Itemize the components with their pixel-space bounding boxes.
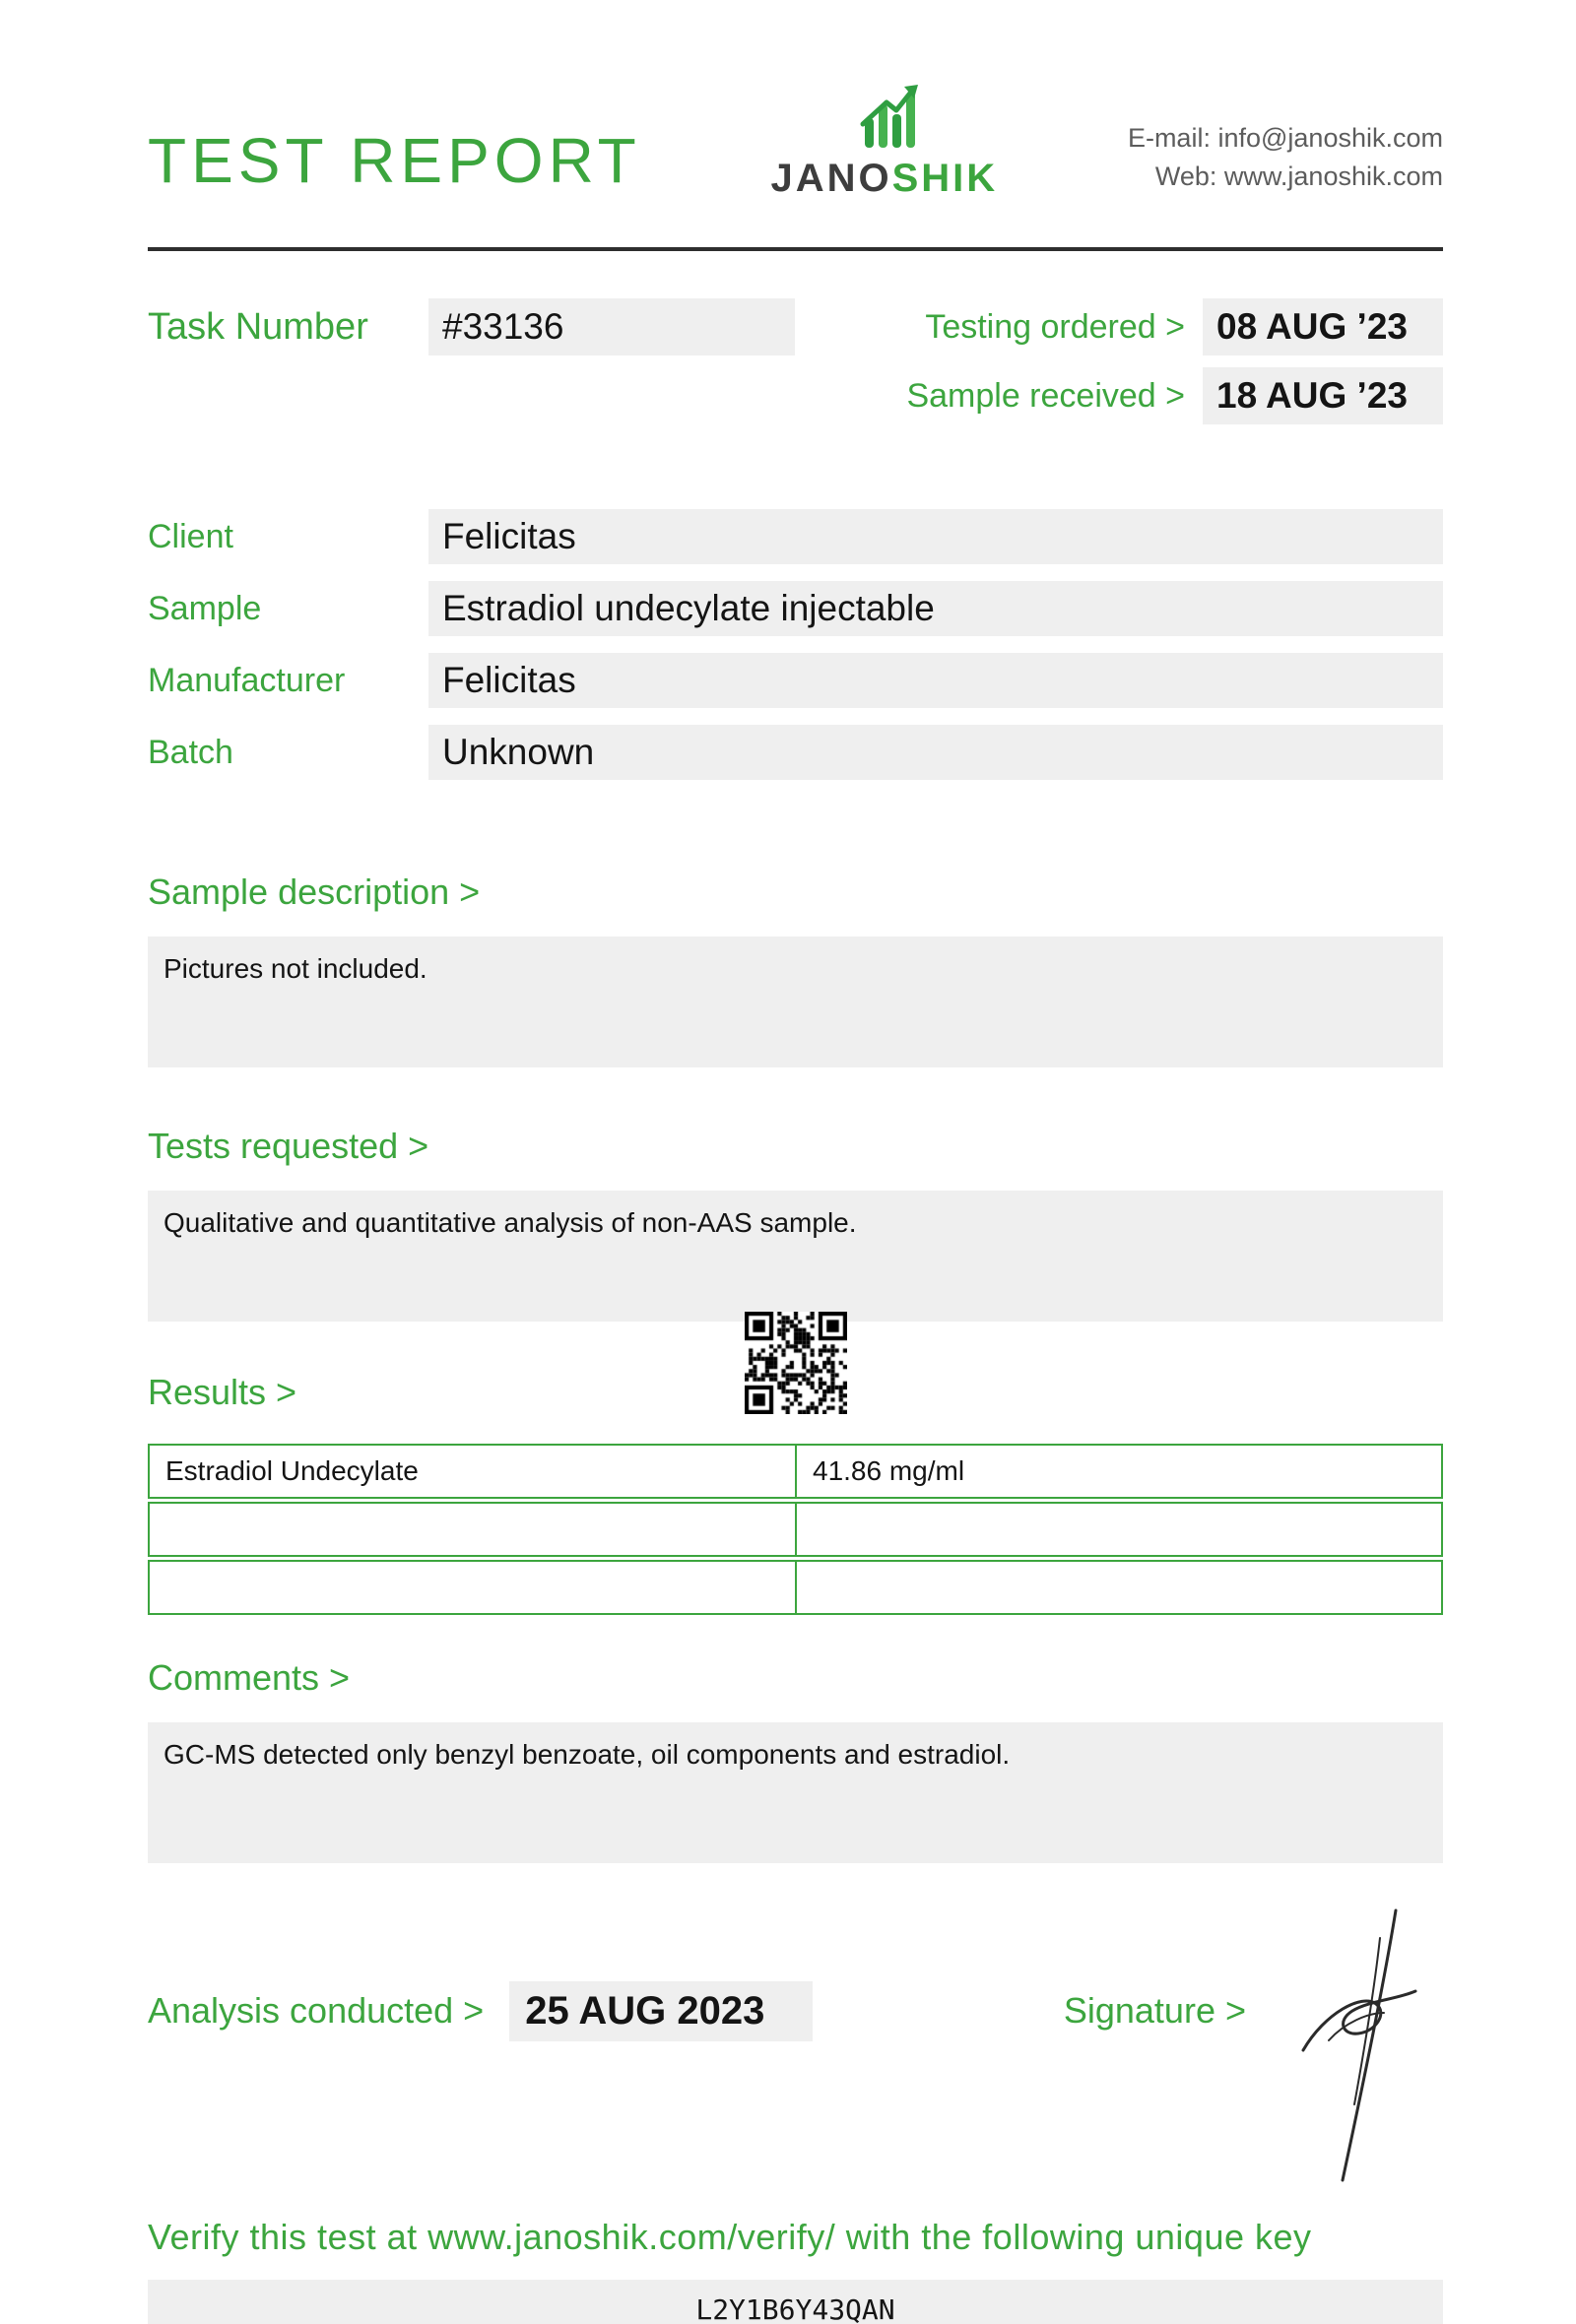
results-table [148, 1444, 1443, 1615]
contact-info [1128, 119, 1443, 198]
web-line [1128, 158, 1443, 196]
comments-box: GC-MS detected only benzyl benzoate, oil components and estradiol. [148, 1722, 1443, 1863]
sample-value: Estradiol undecylate injectable [428, 581, 1443, 636]
logo-wordmark-dark: JANO [770, 157, 892, 200]
results-section [148, 1371, 1443, 1614]
logo-wordmark [770, 159, 998, 198]
sample-description-box: Pictures not included. [148, 936, 1443, 1067]
testing-ordered-value: 08 AUG ’23 [1203, 298, 1443, 355]
analysis-conducted-label: Analysis conducted > [148, 1990, 485, 2032]
logo-wordmark-green: SHIK [891, 157, 999, 200]
unique-key-box: L2Y1B6Y43QAN [148, 2280, 1443, 2324]
sample-received-label: Sample received > [906, 376, 1185, 415]
web-label: Web: [1154, 161, 1217, 191]
web-value: www.janoshik.com [1223, 161, 1443, 191]
comments-section [148, 1656, 1443, 1863]
tests-requested-box: Qualitative and quantitative analysis of non-AAS sample. [148, 1191, 1443, 1322]
signature [1285, 1903, 1443, 2188]
table-row [148, 1444, 1443, 1499]
result-name-cell: Estradiol Undecylate [148, 1444, 797, 1499]
task-number-label: Task Number [148, 305, 368, 348]
testing-ordered-row [906, 298, 1443, 355]
result-value-cell: 41.86 mg/ml [797, 1444, 1443, 1499]
tests-requested-heading: Tests requested > [148, 1126, 429, 1167]
sample-description-heading: Sample description > [148, 872, 481, 912]
info-row-batch [148, 725, 1443, 780]
table-row [148, 1560, 1443, 1615]
results-heading: Results > [148, 1372, 297, 1413]
logo-chart-icon [843, 83, 926, 157]
sample-received-value: 18 AUG ’23 [1203, 367, 1443, 424]
batch-value: Unknown [428, 725, 1443, 780]
batch-label: Batch [148, 733, 233, 771]
email-line [1128, 119, 1443, 158]
result-value-cell [797, 1560, 1443, 1615]
sample-info-section [148, 509, 1443, 780]
comments-heading: Comments > [148, 1656, 351, 1698]
info-row-sample [148, 581, 1443, 636]
qr-code [745, 1312, 847, 1414]
manufacturer-label: Manufacturer [148, 661, 346, 699]
janoshik-logo [770, 83, 998, 198]
result-name-cell [148, 1560, 797, 1615]
client-value: Felicitas [428, 509, 1443, 564]
task-number-value: #33136 [428, 298, 795, 355]
sample-received-row [906, 367, 1443, 424]
manufacturer-value: Felicitas [428, 653, 1443, 708]
testing-ordered-label: Testing ordered > [925, 307, 1185, 346]
dates-block [906, 298, 1443, 436]
task-number-row [148, 298, 795, 355]
sample-description-section [148, 871, 1443, 1067]
result-value-cell [797, 1502, 1443, 1557]
page-title: TEST REPORT [148, 125, 641, 196]
table-row [148, 1502, 1443, 1557]
result-name-cell [148, 1502, 797, 1557]
header-divider [148, 247, 1443, 251]
sample-label: Sample [148, 589, 262, 627]
signature-label: Signature > [1063, 1990, 1246, 2032]
verify-text: Verify this test at www.janoshik.com/verify/ with the following unique key [148, 2216, 1312, 2257]
report-header [148, 83, 1443, 198]
analysis-conducted-value: 25 AUG 2023 [509, 1981, 813, 2041]
task-section [148, 298, 1443, 436]
analysis-section [148, 1981, 1443, 2041]
email-value: info@janoshik.com [1217, 122, 1443, 153]
info-row-manufacturer [148, 653, 1443, 708]
info-row-client [148, 509, 1443, 564]
client-label: Client [148, 517, 233, 555]
email-label: E-mail: [1127, 122, 1211, 153]
tests-requested-section [148, 1125, 1443, 1322]
